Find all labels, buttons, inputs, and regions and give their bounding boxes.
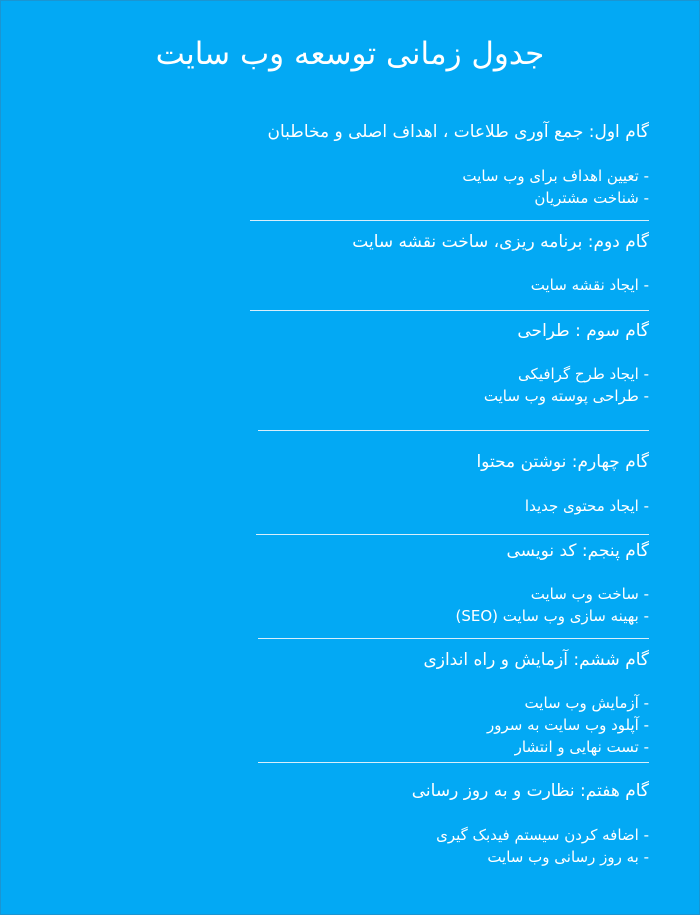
step-3-item-2: - طراحی پوسته وب سایت	[483, 387, 649, 405]
step-4-item-1: - ایجاد محتوی جدیدا	[524, 497, 649, 515]
divider-2	[250, 310, 649, 311]
step-5-heading: گام پنجم: کد نویسی	[506, 541, 649, 561]
divider-3	[258, 430, 649, 431]
divider-5	[258, 638, 649, 639]
step-2-item-1: - ایجاد نقشه سایت	[530, 276, 649, 294]
step-3-heading: گام سوم : طراحی	[517, 321, 649, 341]
step-6-item-3: - تست نهایی و انتشار	[514, 738, 649, 756]
step-7-item-2: - به روز رسانی وب سایت	[487, 848, 649, 866]
divider-1	[250, 220, 649, 221]
step-3-item-1: - ایجاد طرح گرافیکی	[518, 365, 649, 383]
step-6-item-1: - آزمایش وب سایت	[524, 694, 649, 712]
step-5-item-2: - بهینه سازی وب سایت (SEO)	[455, 607, 649, 625]
page-title: جدول زمانی توسعه وب سایت	[155, 36, 545, 72]
step-7-heading: گام هفتم: نظارت و به روز رسانی	[411, 781, 649, 801]
step-1-heading: گام اول: جمع آوری طلاعات ، اهداف اصلی و مخاطبان	[267, 122, 649, 142]
step-1-item-2: - شناخت مشتریان	[534, 189, 649, 207]
step-1-item-1: - تعیین اهداف برای وب سایت	[462, 167, 649, 185]
step-5-item-1: - ساخت وب سایت	[530, 585, 649, 603]
step-2-heading: گام دوم: برنامه ریزی، ساخت نقشه سایت	[352, 232, 649, 252]
divider-4	[256, 534, 649, 535]
step-6-item-2: - آپلود وب سایت به سرور	[487, 716, 649, 734]
step-4-heading: گام چهارم: نوشتن محتوا	[476, 452, 649, 472]
step-6-heading: گام ششم: آزمایش و راه اندازی	[423, 650, 649, 670]
divider-6	[258, 762, 649, 763]
step-7-item-1: - اضافه کردن سیستم فیدبک گیری	[436, 826, 649, 844]
